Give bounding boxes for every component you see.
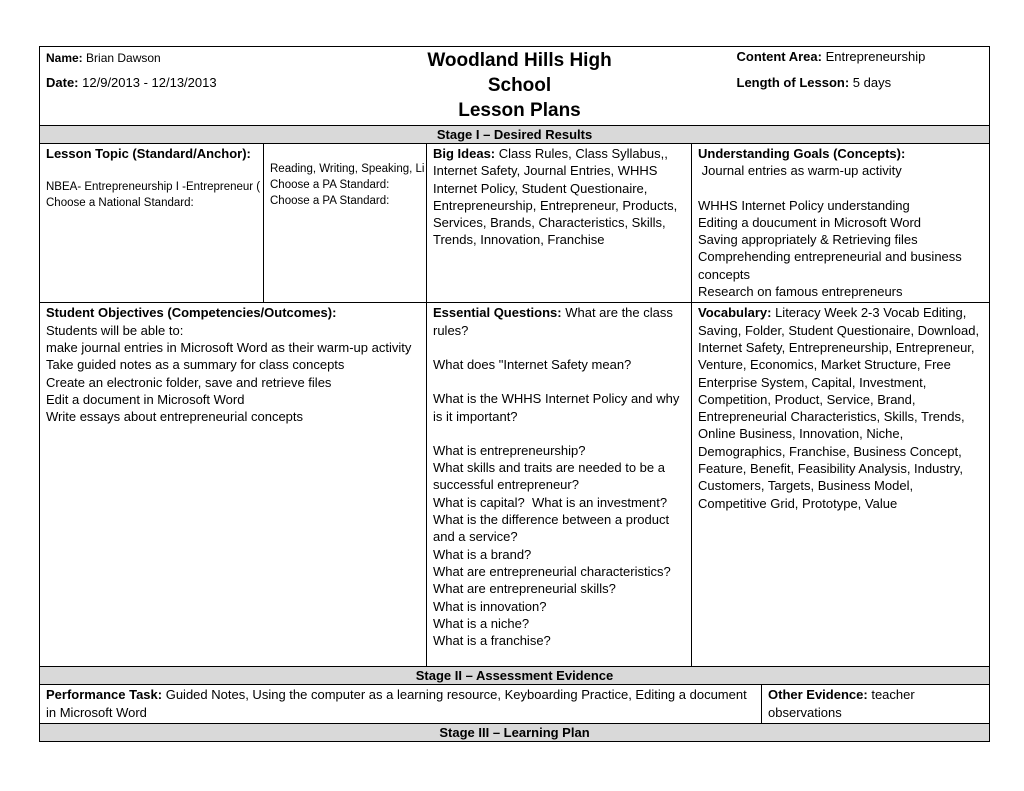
goal-item: Comprehending entrepreneurial and business concepts (698, 249, 966, 282)
length-label: Length of Lesson: (736, 75, 850, 91)
lesson-plan-sheet (39, 46, 989, 742)
understanding-goals-label: Understanding Goals (Concepts): (698, 146, 906, 161)
essential-question: What is a brand? (433, 546, 532, 562)
performance-task-cell (40, 685, 762, 724)
goal-item (698, 180, 984, 197)
big-ideas-text: Class Rules, Class Syllabus,, Internet Safety, Journal Entries, WHHS Internet Policy, Student Questionaire, Entrepreneurship, Entrepreneur, Products, Services, Brands, Characteristics, Skills, Trends, Innovation, Franchise (433, 146, 678, 248)
objective-item: Edit a document in Microsoft Word (46, 391, 245, 407)
lesson-topic-label: Lesson Topic (Standard/Anchor): (46, 146, 251, 161)
vocabulary-text: Literacy Week 2-3 Vocab Editing, Saving, Folder, Student Questionaire, Download, Internet Safety, Entrepreneurship, Entrepreneur, Venture, Economics, Market Structure, Free Enterprise System, Capital, Investment, Competition, Product, Service, Brand, Entrepreneurial Characteristics, Skills, Trends, Online Business, Innovation, Niche, Demographics, Franchise, Business Concept, Feature, Benefit, Feasibility Analysis, Industry, Customers, Targets, Business Model, Competitive Grid, Prototype, Value (698, 305, 980, 511)
essential-question: What are entrepreneurial skills? (433, 581, 616, 597)
essential-question: What is entrepreneurship? (433, 442, 586, 458)
length-value: 5 days (852, 75, 892, 91)
date-range: 12/9/2013 - 12/13/2013 (82, 75, 217, 90)
objective-item: make journal entries in Microsoft Word as their warm-up activity (46, 339, 412, 355)
other-evidence-text: teacher observations (768, 687, 915, 720)
essential-question: What are entrepreneurial characteristics? (433, 563, 671, 579)
header-left (40, 47, 392, 126)
essential-question: What skills and traits are needed to be a successful entrepreneur? (433, 460, 669, 493)
pa-standard-line: Choose a PA Standard: (270, 179, 390, 191)
essential-question: What is innovation? (433, 598, 547, 614)
objective-item: Take guided notes as a summary for class concepts (46, 357, 345, 373)
essential-question (433, 425, 686, 442)
big-ideas-label: Big Ideas: (433, 146, 496, 161)
objective-item: Create an electronic folder, save and retrieve files (46, 374, 332, 390)
stage2-title: Stage II – Assessment Evidence (40, 667, 990, 685)
header-right (647, 47, 990, 126)
essential-question: What is the difference between a product and a service? (433, 512, 673, 545)
stage3-title: Stage III – Learning Plan (40, 723, 990, 741)
essential-question: What is a niche? (433, 615, 530, 631)
stage1-title: Stage I – Desired Results (40, 126, 990, 144)
other-evidence-cell (762, 685, 990, 724)
national-standard-choose: Choose a National Standard: (46, 197, 194, 210)
goal-item: Saving appropriately & Retrieving files (698, 232, 918, 248)
national-standard: NBEA- Entrepreneurship I -Entrepreneur ( (46, 181, 261, 194)
essential-questions-label: Essential Questions: (433, 305, 562, 321)
stage1-table (39, 125, 990, 667)
essential-question: What is a franchise? (433, 633, 551, 649)
performance-task-text: Guided Notes, Using the computer as a learning resource, Keyboarding Practice, Editing a document in Microsoft Word (46, 687, 747, 720)
essential-question: What are the class rules? (433, 305, 673, 338)
header-center (392, 47, 647, 126)
pa-standard-line: Choose a PA Standard: (270, 195, 390, 207)
goal-item: WHHS Internet Policy understanding (698, 197, 910, 213)
essential-question: What is capital? What is an investment? (433, 494, 668, 510)
goal-item: Journal entries as warm-up activity (698, 163, 902, 179)
name-label: Name: (46, 51, 83, 65)
lesson-topic-cell (40, 144, 264, 303)
objective-item: Students will be able to: (46, 322, 184, 338)
content-area-value: Entrepreneurship (825, 49, 926, 64)
performance-task-label: Performance Task: (46, 687, 163, 703)
student-objectives-label: Student Objectives (Competencies/Outcomes): (46, 305, 337, 321)
pa-standard-line: Reading, Writing, Speaking, Li (270, 163, 425, 175)
goal-item: Research on famous entrepreneurs (698, 284, 903, 300)
vocabulary-cell (692, 303, 990, 667)
student-objectives-cell (40, 303, 427, 667)
content-area-label: Content Area: (736, 49, 822, 64)
date-label: Date: (46, 75, 79, 90)
school-name: Woodland Hills High School (427, 50, 612, 96)
header-table (39, 46, 990, 126)
vocabulary-label: Vocabulary: (698, 305, 772, 321)
goal-item: Editing a doucument in Microsoft Word (698, 214, 922, 230)
pa-standards-cell (264, 144, 427, 303)
understanding-goals-cell (692, 144, 990, 303)
essential-questions-cell (427, 303, 692, 667)
stage2-table (39, 666, 990, 742)
big-ideas-cell (427, 144, 692, 303)
essential-question (433, 339, 686, 356)
document-title: Lesson Plans (458, 100, 581, 121)
objective-item: Write essays about entrepreneurial concepts (46, 409, 304, 425)
essential-question: What does "Internet Safety mean? (433, 356, 632, 372)
essential-question: What is the WHHS Internet Policy and why is it important? (433, 391, 683, 424)
essential-question (433, 373, 686, 390)
teacher-name: Brian Dawson (86, 51, 161, 65)
other-evidence-label: Other Evidence: (768, 687, 868, 703)
